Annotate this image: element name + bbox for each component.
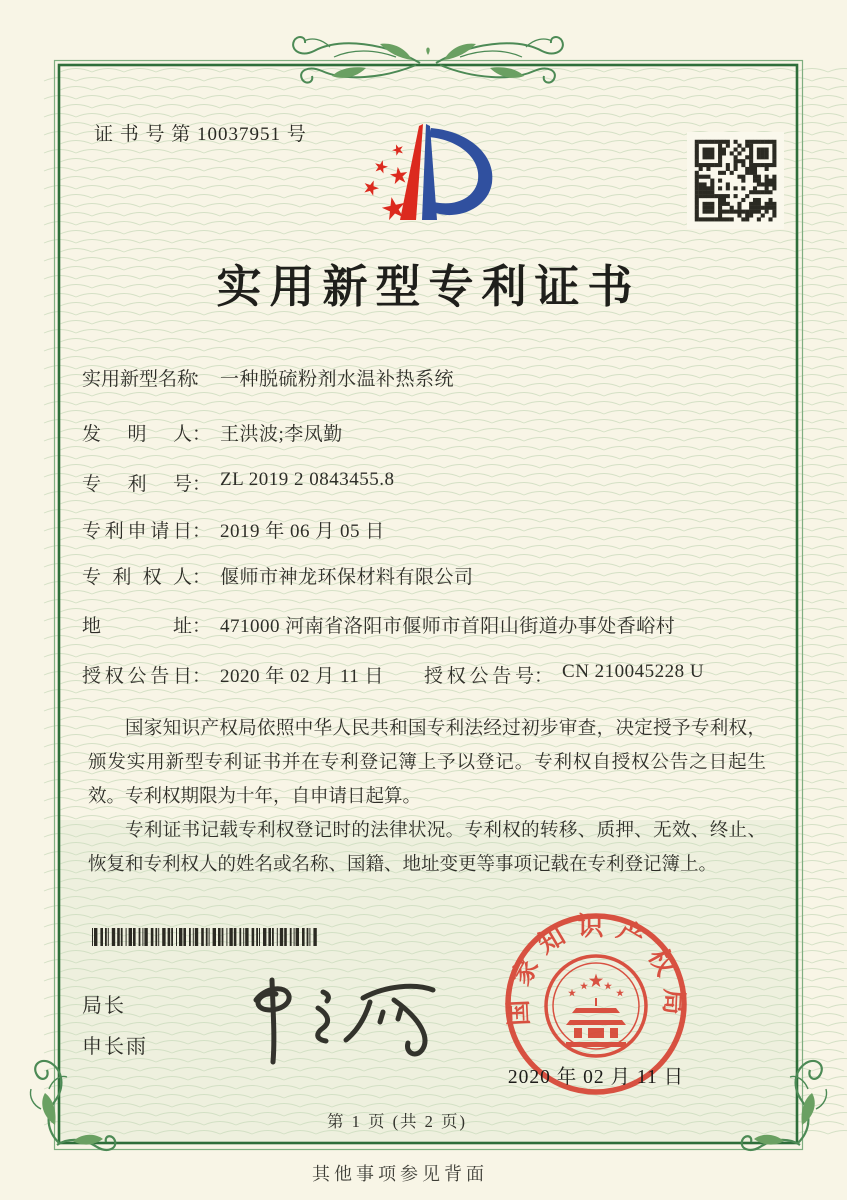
field-row-grant-date: 授权公告日： 2020 年 02 月 11 日 授权公告号： CN 210045228 U (82, 661, 705, 687)
legal-paragraph: 国家知识产权局依照中华人民共和国专利法经过初步审查，决定授予专利权，颁发实用新型专利证书并在专利登记簿上予以登记。专利权自授权公告之日起生效。专利权期限为十年，自申请日起算。 (88, 719, 766, 807)
qr-code-icon (687, 132, 784, 229)
cnipa-logo-icon (336, 110, 518, 238)
field-row-filing-date: 专利申请日： 2019 年 06 月 05 日 (82, 516, 782, 542)
field-label: 授权公告日 (82, 666, 192, 687)
field-label: 地址 (82, 616, 192, 637)
director-name: 申长雨 (82, 1036, 148, 1058)
field-value: 偃师市神龙环保材料有限公司 (220, 567, 474, 588)
field-row-patentee: 专利权人： 偃师市神龙环保材料有限公司 (82, 562, 782, 588)
field-row-invention-name: 实用新型名称： 一种脱硫粉剂水温补热系统 (82, 364, 782, 390)
seal-ring-text: 国家知识产权局 (503, 911, 689, 1027)
back-side-note: 其他事项参见背面 (312, 1164, 488, 1184)
handwritten-signature-icon (228, 952, 443, 1070)
page-number: 第 1 页 (共 2 页) (326, 1112, 468, 1131)
national-emblem-icon (546, 956, 646, 1056)
field-value: ZL 2019 2 0843455.8 (220, 469, 395, 490)
field-value: 2019 年 06 月 05 日 (220, 521, 385, 542)
field-grant-publication-number: 授权公告号： CN 210045228 U (424, 661, 705, 687)
field-value: 471000 河南省洛阳市偃师市首阳山街道办事处香峪村 (220, 616, 676, 637)
field-row-inventors: 发明人： 王洪波;李凤勤 (82, 419, 782, 445)
field-label: 专利号 (82, 474, 192, 495)
field-label: 专利权人 (82, 567, 192, 588)
field-value: 王洪波;李凤勤 (220, 424, 343, 445)
seal-date: 2020 年 02 月 11 日 (507, 1067, 685, 1088)
field-label: 授权公告号 (424, 666, 534, 687)
field-label: 专利申请日 (82, 521, 192, 542)
director-title: 局长 (82, 995, 126, 1017)
certificate-number: 证 书 号 第 10037951 号 (94, 124, 307, 145)
field-row-patent-number: 专利号： ZL 2019 2 0843455.8 (82, 469, 395, 495)
field-label: 实用新型名称 (82, 369, 197, 390)
field-value: 一种脱硫粉剂水温补热系统 (220, 369, 455, 390)
legal-paragraph: 专利证书记载专利权登记时的法律状况。专利权的转移、质押、无效、终止、恢复和专利权人的姓名或名称、国籍、地址变更等事项记载在专利登记簿上。 (88, 821, 766, 875)
legal-text (88, 712, 766, 882)
director-block (82, 986, 148, 1068)
barcode-icon (92, 928, 321, 946)
field-value: 2020 年 02 月 11 日 (220, 666, 385, 687)
certificate-title: 实用新型专利证书 (216, 262, 641, 312)
field-row-address: 地址： 471000 河南省洛阳市偃师市首阳山街道办事处香峪村 (82, 611, 782, 637)
top-center-ornament-icon (293, 37, 563, 82)
field-label: 发明人 (82, 424, 192, 445)
field-value: CN 210045228 U (562, 661, 705, 682)
